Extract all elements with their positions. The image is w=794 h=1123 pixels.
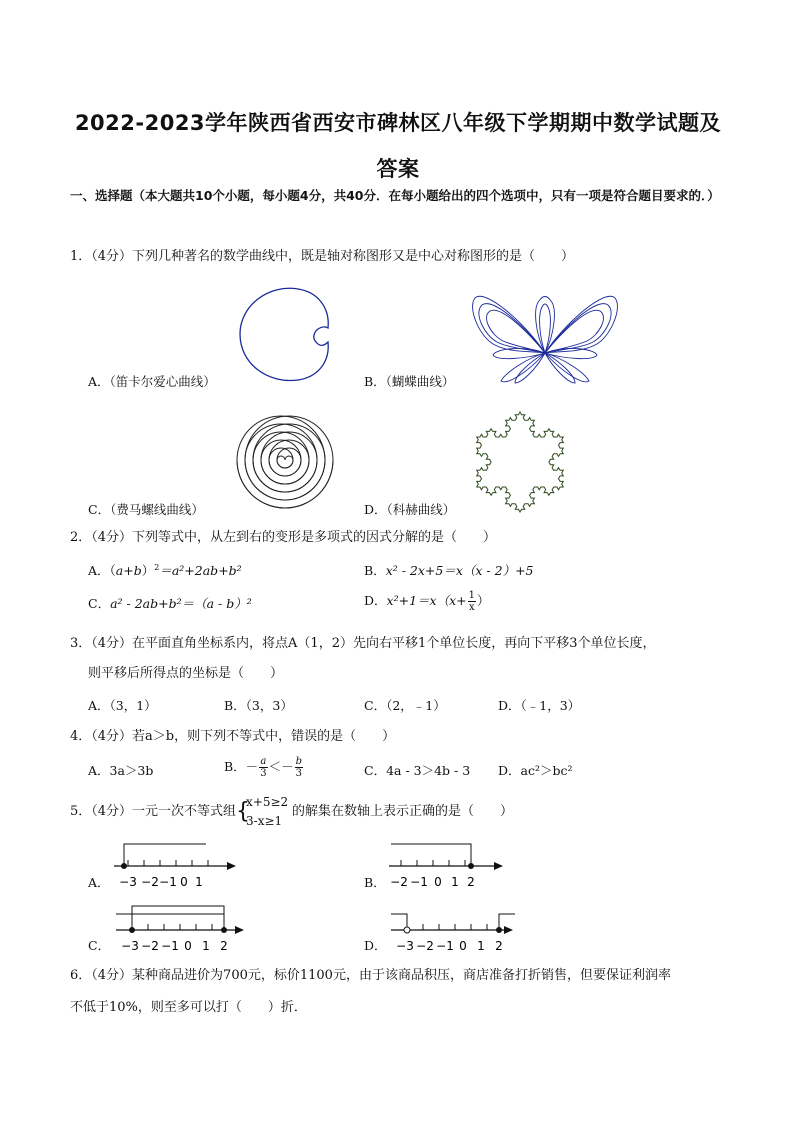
axis-a-tick-label: −3 [119, 875, 137, 889]
q2a-close: ） [141, 563, 155, 578]
q3-option-c[interactable]: C．（2，﹣1） [364, 698, 446, 713]
q2b-prefix: B． [364, 563, 386, 578]
axis-a-tick-label: 0 [180, 875, 188, 889]
axis-d-tick-label: 0 [459, 939, 467, 953]
q2a-exp: 2 [154, 563, 160, 572]
q2a-rest: ＝a²+2ab+b² [159, 563, 242, 578]
axis-d-tick-label: −2 [416, 939, 434, 953]
axis-b-tick-label: 2 [467, 875, 475, 889]
q2d-expr: x²+1＝x（x+ [386, 593, 467, 608]
axis-a-tick-label: 1 [195, 875, 203, 889]
axis-b-tick-label: 0 [434, 875, 442, 889]
q4b-den-a: 3 [260, 768, 267, 779]
axis-c-tick-label: −1 [161, 939, 179, 953]
question-2-stem: 2．（4分）下列等式中，从左到右的变形是多项式的因式分解的是（ ） [70, 530, 497, 545]
q2c-expr: a² - 2ab+b²＝（a - b）² [110, 596, 252, 611]
q5-stem-suffix: 的解集在数轴上表示正确的是（ ） [292, 804, 514, 819]
spiral-figure [225, 408, 345, 512]
question-6-stem-line1: 6．（4分）某种商品进价为700元，标价1100元，由于该商品积压，商店准备打折销售，但要保证利润率 [70, 968, 671, 983]
q2-option-c[interactable] [88, 594, 252, 614]
butterfly-figure [465, 283, 625, 388]
number-line-a [110, 838, 240, 890]
number-line-b [385, 838, 510, 890]
q4b-prefix: B．－ [224, 759, 259, 774]
q5-option-d[interactable]: D． [364, 938, 387, 953]
axis-a-tick-label: −1 [159, 875, 177, 889]
q4b-fraction-a [259, 756, 267, 779]
page-title: 2022-2023学年陕西省西安市碑林区八年级下学期期中数学试题及答案 [74, 111, 722, 181]
q2d-denominator: x [468, 602, 475, 613]
koch-snowflake-figure [465, 402, 575, 518]
q2a-plus: + [123, 563, 134, 578]
q5-inequality-system [236, 792, 292, 832]
q5-inequality-2: 3-x≥1 [246, 813, 283, 828]
q2d-prefix: D． [364, 593, 387, 608]
q1-option-d[interactable]: D．（科赫曲线） [364, 502, 456, 517]
q2c-prefix: C． [88, 596, 111, 611]
q4-option-d[interactable]: D．ac²＞bc² [498, 763, 573, 778]
q5-brace: { [236, 798, 251, 824]
q1-option-b[interactable]: B．（蝴蝶曲线） [364, 374, 455, 389]
q2-option-a[interactable] [88, 561, 242, 581]
axis-d-tick-label: 1 [477, 939, 485, 953]
q2b-expr: x² - 2x+5＝x（x - 2）+5 [385, 563, 534, 578]
axis-a-tick-label: −2 [141, 875, 159, 889]
question-3-stem-line1: 3．（4分）在平面直角坐标系内，将点A（1，2）先向右平移1个单位长度，再向下平移3个单位长度， [70, 636, 656, 651]
q2a-var-b: b [133, 563, 142, 578]
q4b-num-a: a [260, 756, 267, 767]
q5-option-b[interactable]: B． [364, 875, 386, 890]
q4b-mid: ＜－ [268, 759, 294, 774]
question-4-stem: 4．（4分）若a＞b，则下列不等式中，错误的是（ ） [70, 729, 396, 744]
q5-inequality-1: x+5≥2 [246, 794, 289, 809]
q3-option-a[interactable]: A．（3，1） [88, 698, 157, 713]
axis-c-tick-label: 0 [184, 939, 192, 953]
q4-option-b[interactable] [224, 756, 304, 779]
q3-option-b[interactable]: B．（3，3） [224, 698, 293, 713]
axis-c-tick-label: −2 [141, 939, 159, 953]
q4b-den-b: 3 [295, 768, 302, 779]
cardioid-figure [230, 282, 350, 386]
q5-option-c[interactable]: C． [88, 938, 111, 953]
q2-option-b[interactable] [364, 561, 534, 581]
question-6-stem-line2: 不低于10%，则至多可以打（ ）折． [70, 1000, 307, 1015]
q4-option-a[interactable]: A．3a＞3b [88, 763, 154, 778]
axis-b-tick-label: −2 [390, 875, 408, 889]
q1-option-c[interactable]: C．（费马螺线曲线） [88, 502, 204, 517]
q2a-prefix: A．（ [88, 563, 116, 578]
q2d-numerator: 1 [468, 590, 475, 601]
question-5-stem [70, 794, 730, 828]
number-line-d [387, 904, 519, 954]
q2-option-d[interactable] [364, 590, 489, 613]
q5-stem-prefix: 5．（4分）一元一次不等式组 [70, 804, 237, 819]
number-line-c [112, 900, 252, 954]
q4b-num-b: b [295, 756, 302, 767]
q4-option-c[interactable]: C．4a - 3＞4b - 3 [364, 763, 471, 778]
axis-c-tick-label: 1 [202, 939, 210, 953]
question-3-stem-line2: 则平移后所得点的坐标是（ ） [88, 666, 284, 681]
axis-d-tick-label: −3 [396, 939, 414, 953]
question-1-stem: 1．（4分）下列几种著名的数学曲线中，既是轴对称图形又是中心对称图形的是（ ） [70, 249, 575, 264]
axis-d-tick-label: 2 [495, 939, 503, 953]
q2d-fraction [468, 590, 476, 613]
q3-option-d[interactable]: D．（﹣1，3） [498, 698, 581, 713]
axis-d-tick-label: −1 [436, 939, 454, 953]
axis-c-tick-label: −3 [121, 939, 139, 953]
axis-b-tick-label: −1 [410, 875, 428, 889]
q2d-close: ） [476, 593, 490, 608]
q5-option-a[interactable]: A． [88, 875, 110, 890]
q2a-var-a: a [115, 563, 124, 578]
axis-c-tick-label: 2 [220, 939, 228, 953]
section-heading: 一、选择题（本大题共10个小题，每小题4分，共40分．在每小题给出的四个选项中，只有一项是符合题目要求的．） [70, 188, 720, 203]
q4b-fraction-b [295, 756, 303, 779]
axis-b-tick-label: 1 [451, 875, 459, 889]
q1-option-a[interactable]: A．（笛卡尔爱心曲线） [88, 374, 216, 389]
